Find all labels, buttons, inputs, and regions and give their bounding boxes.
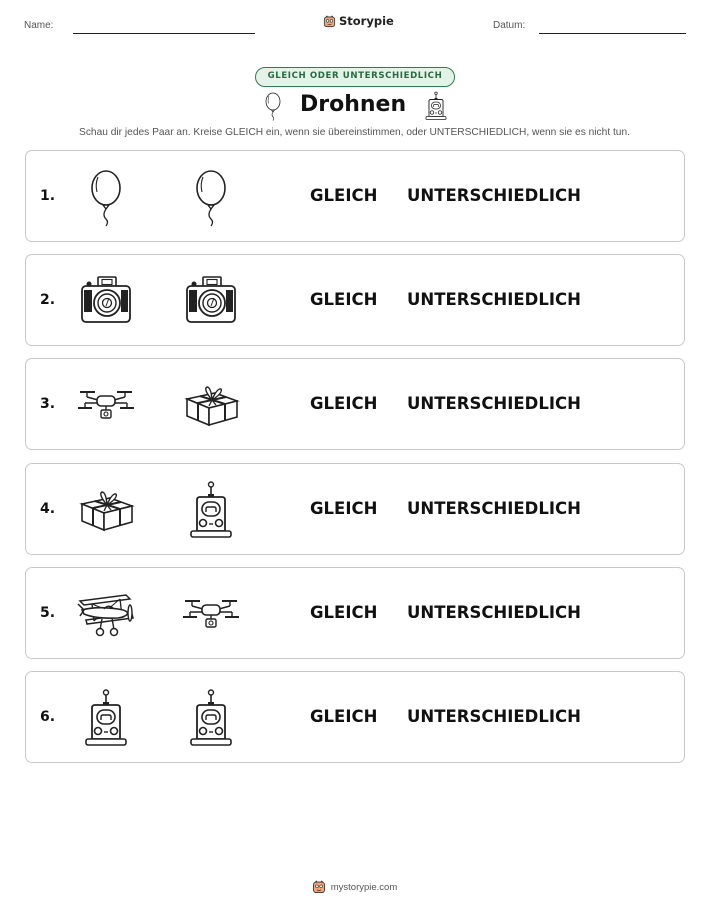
footer-url[interactable]: mystorypie.com — [330, 881, 398, 893]
row-number: 5. — [40, 604, 56, 621]
page-title: Drohnen — [300, 92, 407, 117]
option-same[interactable]: GLEICH — [310, 186, 378, 205]
comparison-row — [25, 463, 685, 555]
worksheet-type-tag: GLEICH ODER UNTERSCHIEDLICH — [255, 67, 455, 87]
drone-icon — [181, 584, 241, 644]
robot-icon — [181, 480, 241, 540]
option-different[interactable]: UNTERSCHIEDLICH — [407, 186, 581, 205]
row-number: 6. — [40, 709, 56, 725]
gift-box-icon — [76, 480, 136, 540]
brand — [323, 14, 394, 28]
balloon-icon — [258, 91, 288, 121]
row-number: 4. — [40, 500, 56, 517]
comparison-row — [25, 150, 685, 242]
comparison-row — [25, 567, 685, 659]
name-line[interactable] — [73, 33, 255, 34]
option-same[interactable]: GLEICH — [310, 394, 378, 414]
balloon-icon — [76, 167, 136, 227]
option-different[interactable]: UNTERSCHIEDLICH — [407, 707, 581, 726]
camera-icon — [181, 271, 241, 331]
option-same[interactable]: GLEICH — [310, 498, 378, 518]
robot-icon — [76, 688, 136, 748]
brand-name: Storypie — [339, 14, 394, 28]
row-number: 3. — [40, 396, 56, 413]
option-different[interactable]: UNTERSCHIEDLICH — [407, 498, 581, 518]
option-same[interactable]: GLEICH — [310, 602, 378, 622]
robot-icon — [421, 91, 451, 121]
gift-box-icon — [181, 375, 241, 435]
comparison-row — [25, 358, 685, 450]
storypie-logo-icon — [312, 880, 326, 894]
robot-icon — [181, 688, 241, 748]
drone-icon — [76, 375, 136, 435]
balloon-icon — [181, 167, 241, 227]
biplane-icon — [76, 584, 136, 644]
instructions: Schau dir jedes Paar an. Kreise GLEICH ein, wenn sie übereinstimmen, oder UNTERSCHIEDLICH, wenn sie es nicht tun. — [79, 127, 630, 138]
storypie-logo-icon — [323, 15, 336, 28]
comparison-row — [25, 254, 685, 346]
option-different[interactable]: UNTERSCHIEDLICH — [407, 290, 581, 310]
option-different[interactable]: UNTERSCHIEDLICH — [407, 394, 581, 414]
option-same[interactable]: GLEICH — [310, 290, 378, 310]
option-different[interactable]: UNTERSCHIEDLICH — [407, 602, 581, 622]
footer — [0, 880, 709, 894]
date-line[interactable] — [539, 33, 686, 34]
row-number: 1. — [40, 188, 56, 204]
option-same[interactable]: GLEICH — [310, 707, 378, 726]
name-label: Name: — [24, 20, 54, 31]
comparison-row — [25, 671, 685, 763]
date-label: Datum: — [493, 20, 526, 31]
camera-icon — [76, 271, 136, 331]
row-number: 2. — [40, 292, 56, 309]
